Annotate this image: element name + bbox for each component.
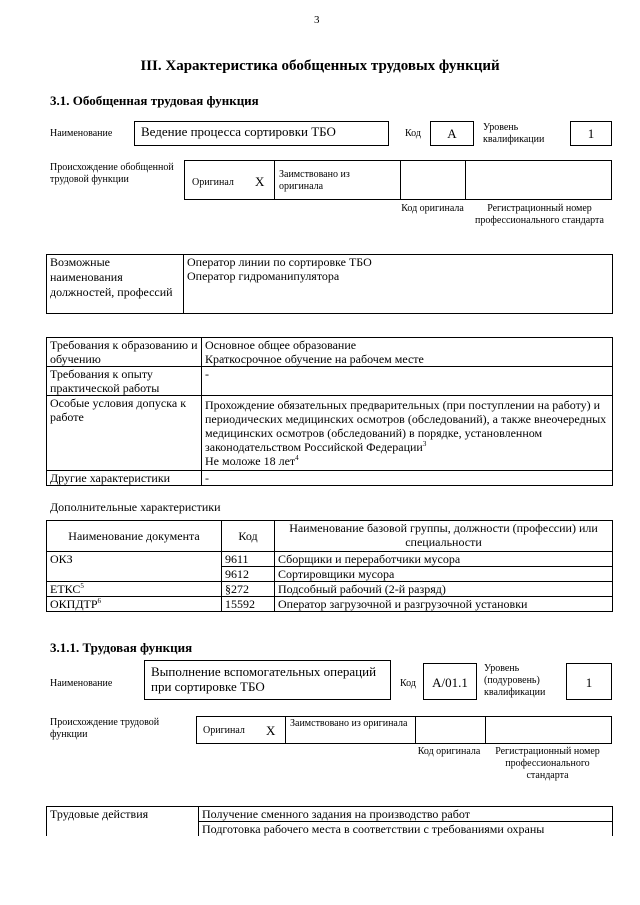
page-number: 3 — [314, 14, 320, 26]
additional-title: Дополнительные характеристики — [50, 500, 221, 514]
footnote-3: 3 — [422, 440, 427, 448]
tf-original-label: Оригинал — [203, 725, 245, 736]
gtf-origin-label: Происхождение обобщенной трудовой функции — [50, 162, 174, 185]
education-label: Требования к образованию и обучению — [47, 338, 202, 367]
gtf-heading: 3.1. Обобщенная трудовая функция — [50, 93, 259, 108]
section-title: III. Характеристика обобщенных трудовых функций — [140, 58, 500, 74]
row-doc — [47, 567, 222, 582]
other-value: - — [202, 471, 613, 486]
row-code: 9611 — [222, 552, 275, 567]
footnote-5: 5 — [80, 582, 84, 590]
action-item: Получение сменного задания на производство работ — [199, 807, 613, 822]
row-name: Сборщики и переработчики мусора — [275, 552, 613, 567]
tf-level-label: Уровень (подуровень) квалификации — [484, 663, 546, 698]
row-code: 9612 — [222, 567, 275, 582]
tf-level-value: 1 — [566, 663, 612, 700]
experience-label: Требования к опыту практической работы — [47, 367, 202, 396]
row-doc: ОКЗ — [47, 552, 222, 567]
table-row — [47, 552, 613, 567]
requirements-table — [46, 337, 613, 486]
conditions-cell — [202, 396, 613, 471]
table-row — [47, 597, 613, 612]
tf-name-value: Выполнение вспомогательных операций при сортировке ТБО — [144, 660, 391, 700]
row-doc: ЕТКС$^5$ — [47, 582, 222, 597]
tf-reg-number-label: Регистрационный номер профессионального стандарта — [495, 746, 600, 781]
actions-label: Трудовые действия — [47, 807, 199, 837]
gtf-origin-table — [184, 160, 612, 200]
footnote-4: 4 — [295, 454, 299, 462]
header-code: Код — [222, 521, 275, 552]
gtf-code-label: Код — [405, 128, 421, 139]
header-doc: Наименование документа — [47, 521, 222, 552]
tf-origin-label: Происхождение трудовой функции — [50, 717, 160, 740]
conditions-text: Прохождение обязательных предварительных (при поступлении на работу) и периодических медицинских осмотров (обследований), а также внеочередных медицинских осмотров (обследований) в порядке, установленном законодательством Российской Федерации — [205, 398, 607, 454]
table-row — [47, 567, 613, 582]
header-name: Наименование базовой группы, должности (профессии) или специальности — [275, 521, 613, 552]
tf-original-mark: X — [266, 723, 276, 738]
education-item: Краткосрочное обучение на рабочем месте — [205, 352, 424, 366]
tf-code-label: Код — [400, 678, 416, 689]
row-name: Оператор загрузочной и разгрузочной установки — [275, 597, 613, 612]
footnote-6: 6 — [97, 597, 102, 605]
row-name: Сортировщики мусора — [275, 567, 613, 582]
tf-borrowed-label: Заимствовано из оригинала — [290, 718, 408, 729]
row-code: 15592 — [222, 597, 275, 612]
gtf-level-value: 1 — [570, 121, 612, 146]
tf-heading: 3.1.1. Трудовая функция — [50, 640, 193, 655]
other-label: Другие характеристики — [47, 471, 202, 486]
additional-table — [46, 520, 613, 612]
gtf-borrowed-label: Заимствовано из оригинала — [279, 169, 350, 192]
tf-code-value: A/01.1 — [423, 663, 477, 700]
age-text: Не моложе 18 лет — [205, 454, 296, 468]
gtf-code-original-label: Код оригинала — [401, 203, 464, 214]
education-item: Основное общее образование — [205, 338, 357, 352]
gtf-original-mark: X — [255, 174, 265, 189]
table-row — [47, 582, 613, 597]
row-name: Подсобный рабочий (2-й разряд) — [275, 582, 613, 597]
gtf-reg-number-label: Регистрационный номер профессионального стандарта — [475, 203, 604, 226]
position-item: Оператор линии по сортировке ТБО — [187, 255, 372, 269]
position-item: Оператор гидроманипулятора — [187, 269, 340, 283]
row-doc: ОКПДТР$^6$ — [47, 597, 222, 612]
positions-table — [46, 254, 613, 314]
conditions-label: Особые условия допуска к работе — [47, 396, 202, 471]
tf-origin-table — [196, 716, 612, 744]
experience-value: - — [202, 367, 613, 396]
row-code: §272 — [222, 582, 275, 597]
tf-name-label: Наименование — [50, 678, 113, 689]
action-item: Подготовка рабочего места в соответствии с требованиями охраны — [199, 822, 613, 837]
actions-table — [46, 806, 613, 836]
gtf-name-label: Наименование — [50, 128, 113, 139]
positions-label: Возможные наименования должностей, профессий — [47, 255, 184, 314]
gtf-name-value: Ведение процесса сортировки ТБО — [134, 121, 389, 146]
tf-code-original-label: Код оригинала — [417, 746, 481, 757]
gtf-level-label: Уровень квалификации — [483, 122, 545, 145]
gtf-original-label: Оригинал — [192, 177, 234, 188]
gtf-code-value: A — [430, 121, 474, 146]
